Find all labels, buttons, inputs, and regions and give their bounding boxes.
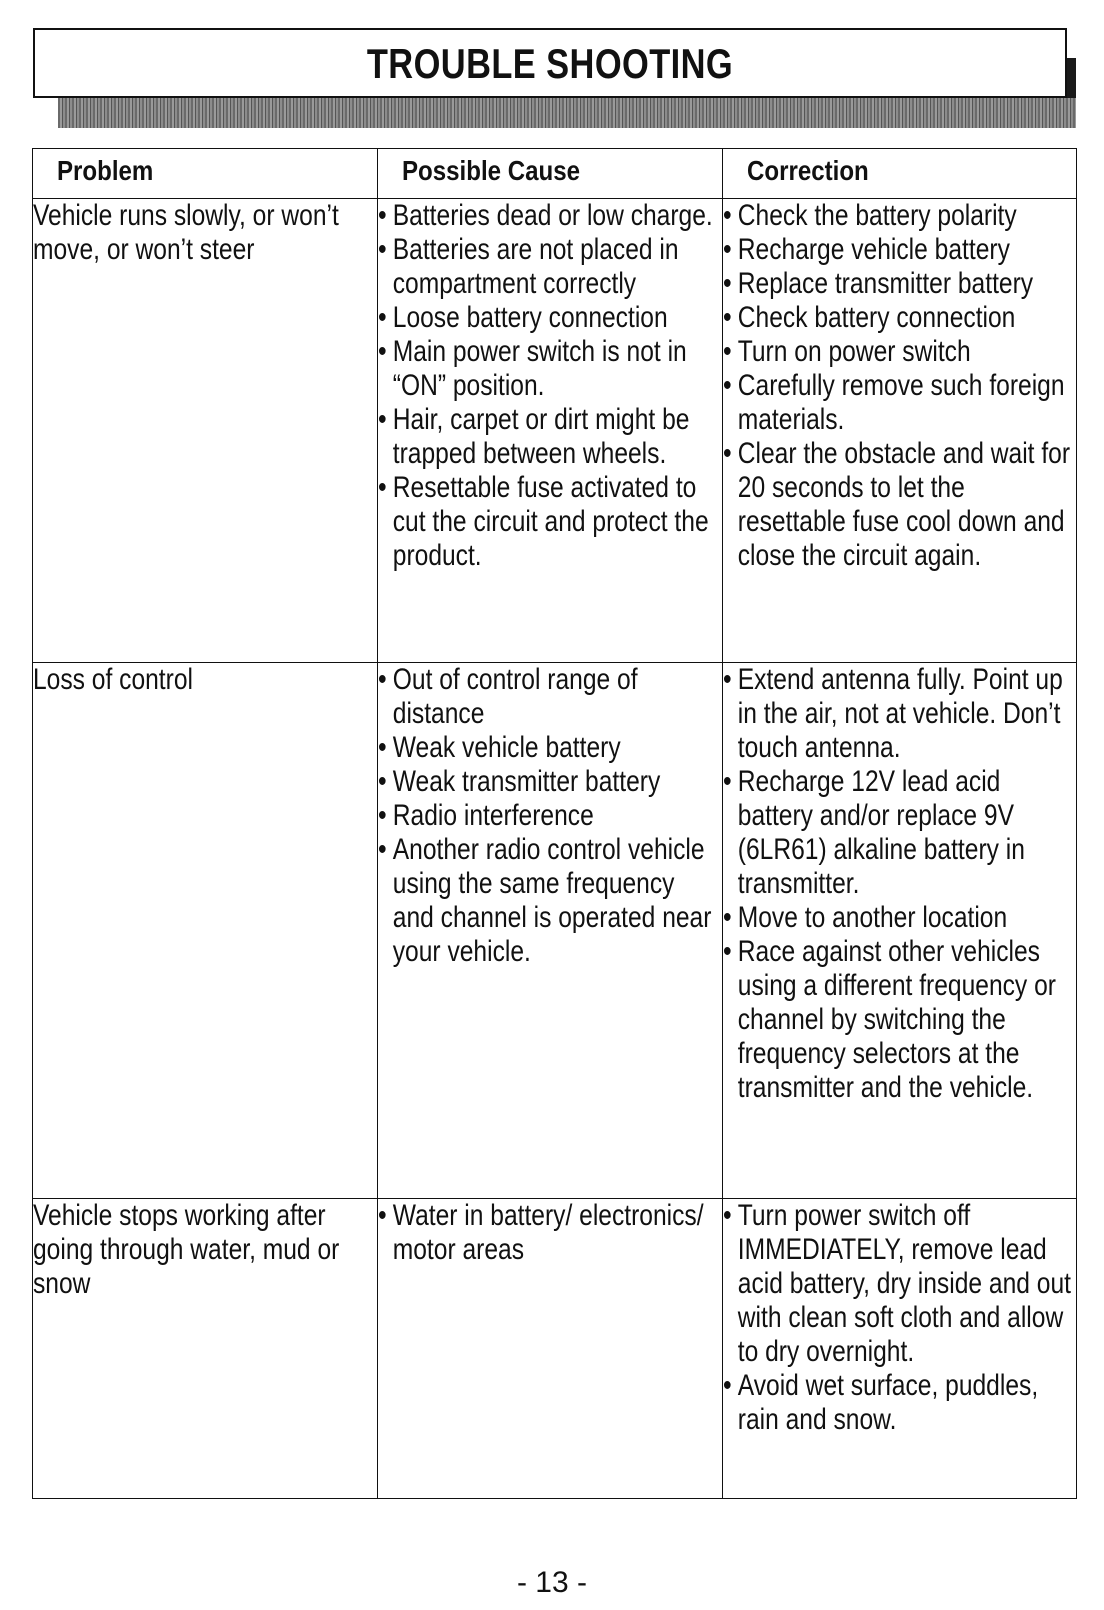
list-item: • Batteries dead or low charge. [378,199,722,233]
table-row [33,1199,1077,1499]
list-item: • Extend antenna fully. Point up in the air, not at vehicle. Don’t touch antenna. [723,663,1076,765]
list-item: • Batteries are not placed in compartment correctly [378,233,722,301]
list-item: • Replace transmitter battery [723,267,1076,301]
troubleshooting-table [32,148,1077,1499]
list-item: • Carefully remove such foreign materials. [723,369,1076,437]
cause-list [378,199,722,573]
header-possible-cause: Possible Cause [378,149,723,199]
correction-cell [723,663,1077,1199]
list-item: • Out of control range of distance [378,663,722,731]
correction-list [723,1199,1076,1437]
list-item: • Move to another location [723,901,1076,935]
page-number: - 13 - [516,1566,588,1599]
table-row [33,199,1077,663]
list-item: • Recharge 12V lead acid battery and/or replace 9V (6LR61) alkaline battery in transmitter. [723,765,1076,901]
cause-cell [378,199,723,663]
list-item: • Loose battery connection [378,301,722,335]
list-item: • Main power switch is not in “ON” position. [378,335,722,403]
cause-cell [378,663,723,1199]
cause-cell [378,1199,723,1499]
list-item: • Another radio control vehicle using the same frequency and channel is operated near your vehicle. [378,833,722,969]
list-item: • Water in battery/ electronics/ motor areas [378,1199,722,1267]
list-item: • Turn on power switch [723,335,1076,369]
page-title: TROUBLE SHOOTING [366,40,734,87]
list-item: • Check battery connection [723,301,1076,335]
list-item: • Radio interference [378,799,722,833]
table-row [33,663,1077,1199]
list-item: • Check the battery polarity [723,199,1076,233]
correction-cell [723,1199,1077,1499]
correction-list [723,199,1076,573]
cause-list [378,663,722,969]
header-problem: Problem [33,149,378,199]
list-item: • Clear the obstacle and wait for 20 seconds to let the resettable fuse cool down and close the circuit again. [723,437,1076,573]
list-item: • Hair, carpet or dirt might be trapped between wheels. [378,403,722,471]
title-halftone-band [58,98,1076,128]
problem-cell: Loss of control [33,663,378,1199]
table-header-row [33,149,1077,199]
list-item: • Resettable fuse activated to cut the circuit and protect the product. [378,471,722,573]
list-item: • Weak transmitter battery [378,765,722,799]
list-item: • Avoid wet surface, puddles, rain and snow. [723,1369,1076,1437]
correction-list [723,663,1076,1105]
problem-cell: Vehicle runs slowly, or won’t move, or won’t steer [33,199,378,663]
correction-cell [723,199,1077,663]
list-item: • Turn power switch off IMMEDIATELY, remove lead acid battery, dry inside and out with clean soft cloth and allow to dry overnight. [723,1199,1076,1369]
cause-list [378,1199,722,1267]
header-correction: Correction [723,149,1077,199]
title-box [33,28,1067,98]
problem-cell: Vehicle stops working after going through water, mud or snow [33,1199,378,1499]
list-item: • Weak vehicle battery [378,731,722,765]
list-item: • Recharge vehicle battery [723,233,1076,267]
list-item: • Race against other vehicles using a different frequency or channel by switching the frequency selectors at the transmitter and the vehicle. [723,935,1076,1105]
